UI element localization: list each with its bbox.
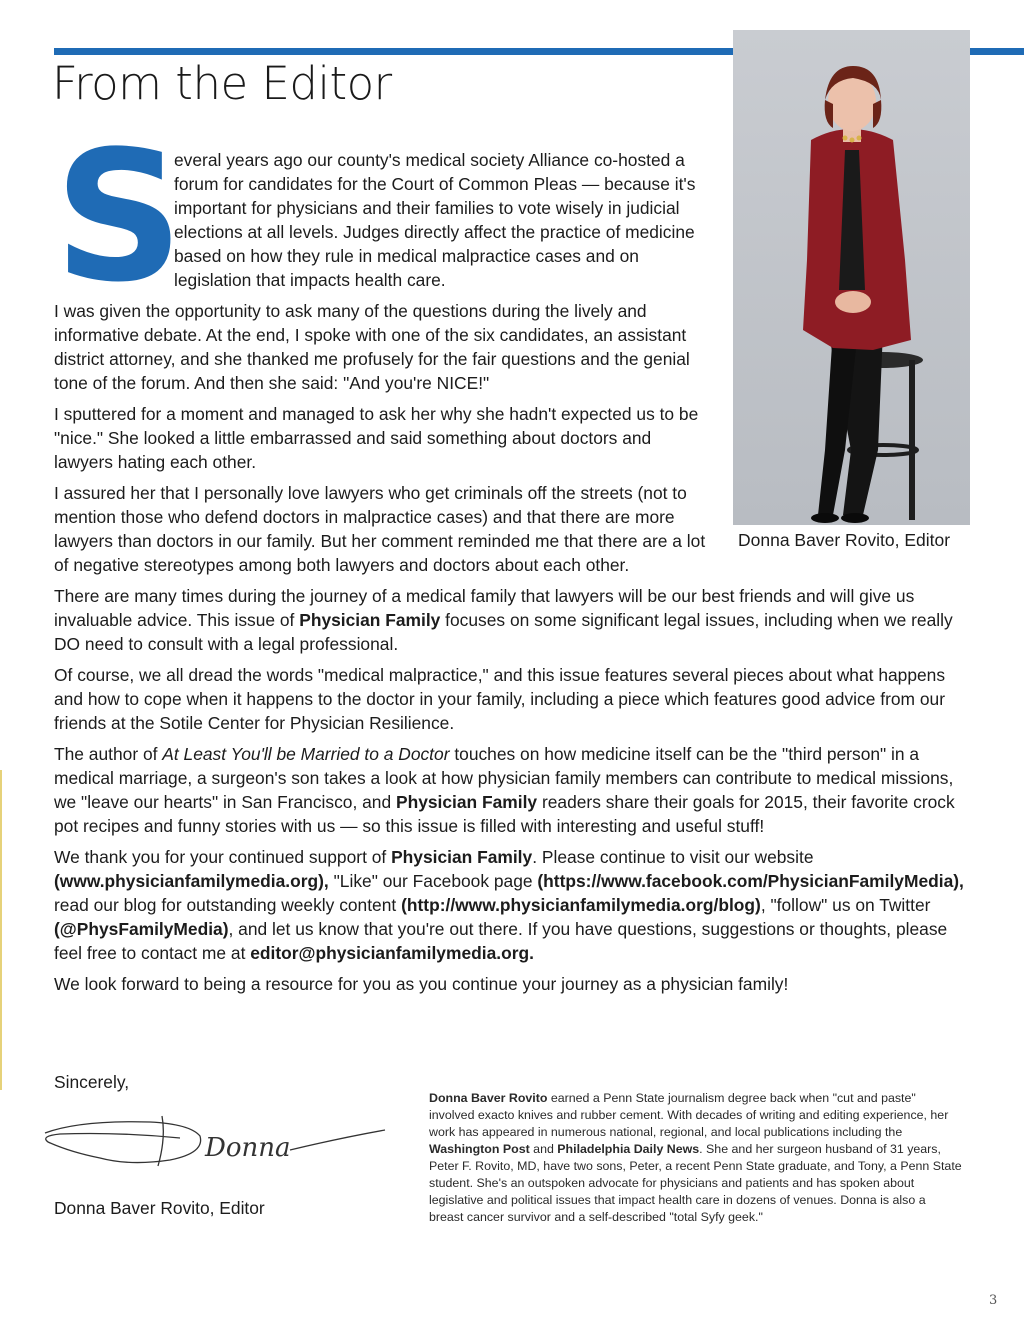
signature (40, 1108, 400, 1183)
facebook-link[interactable]: (https://www.facebook.com/PhysicianFamilyMedia), (537, 871, 964, 891)
paragraph: We thank you for your continued support of Physician Family. Please continue to visit our website (www.physicianfamilymedia.org), "Like" our Facebook page (https://www.facebook.com/PhysicianFamilyMedia), read our blog for outstanding weekly content (http://www.physicianfamilymedia.org/blog), "follow" us on Twitter (@PhysFamilyMedia), and let us know that you're out there. If you have questions, suggestions or thoughts, please feel free to contact me at editor@physicianfamilymedia.org. (54, 847, 964, 963)
paragraph: The author of At Least You'll be Married to a Doctor touches on how medicine itself can be the "third person" in a medical marriage, a surgeon's son takes a look at how physician family members can contribute to medical missions, we "leave our hearts" in San Francisco, and Physician Family readers share their goals for 2015, their favorite crock pot recipes and funny stories with us — so this issue is filled with interesting and useful stuff! (54, 744, 955, 836)
website-link[interactable]: (www.physicianfamilymedia.org), (54, 871, 329, 891)
twitter-link[interactable]: (@PhysFamilyMedia) (54, 919, 229, 939)
paragraph: There are many times during the journey of a medical family that lawyers will be our best friends and will give us invaluable advice. This issue of Physician Family focuses on some significant legal issues, including when we really DO need to consult with a legal professional. (54, 586, 953, 654)
paragraph: I assured her that I personally love lawyers who get criminals off the streets (not to mention those who defend doctors in malpractice cases) and that there are more lawyers than doctors in our family. But her comment reminded me that there are a lot of negative stereotypes among both lawyers and doctors about each other. (54, 483, 706, 575)
drop-cap: S (54, 113, 184, 322)
paragraph: S everal years ago our county's medical society Alliance co-hosted a forum for candidates for the Court of Common Pleas — because it's important for physicians and their families to vote wisely in judicial elections at all levels. Judges directly affect the practice of medicine based on how they rule in medical malpractice cases and on legislation that impacts health care. (54, 113, 696, 322)
paragraph: Of course, we all dread the words "medical malpractice," and this issue features several pieces about what happens and how to cope when it happens to the doctor in your family, including a piece which features good advice from our friends at the Sotile Center for Physician Resilience. (54, 665, 946, 733)
blog-link[interactable]: (http://www.physicianfamilymedia.org/blog) (401, 895, 761, 915)
paragraph: I was given the opportunity to ask many of the questions during the lively and informative debate. At the end, I spoke with one of the six candidates, an assistant district attorney, and she thanked me profusely for the fair questions and the genial tone of the forum. And then she said: "And you're NICE!" (54, 301, 690, 393)
svg-text:Donna: Donna (205, 1133, 291, 1163)
paragraph: We look forward to being a resource for you as you continue your journey as a physician family! (54, 974, 789, 994)
email-link[interactable]: editor@physicianfamilymedia.org. (250, 943, 534, 963)
page-title: From the Editor (52, 57, 392, 110)
signature-name: Donna Baver Rovito, Editor (54, 1198, 265, 1218)
handwritten-signature-icon (40, 1108, 400, 1178)
photo-spacer (710, 148, 972, 548)
paragraph: I sputtered for a moment and managed to ask her why she hadn't expected us to be "nice." She looked a little embarrassed and said something about doctors and lawyers hating each other. (54, 404, 699, 472)
closing: Sincerely, (54, 1072, 130, 1092)
page-edge-mark (0, 770, 2, 1090)
author-bio: Donna Baver Rovito earned a Penn State journalism degree back when "cut and paste" involved exacto knives and rubber cement. With decades of writing and editing experience, her work has appeared in numerous national, regional, and local publications including the Washington Post and Philadelphia Daily News. She and her surgeon husband of 31 years, Peter F. Rovito, MD, have two sons, Peter, a recent Penn State graduate, and Tony, a Penn State student. She's an outspoken advocate for physicians and patients and has spoken about legislative and political issues that impact health care in dozens of venues. Donna is also a breast cancer survivor and a self-described "total Syfy geek." (429, 1091, 962, 1224)
photo-caption: Donna Baver Rovito, Editor (738, 530, 951, 550)
page-number: 3 (989, 1293, 998, 1308)
article-body (54, 113, 972, 1003)
